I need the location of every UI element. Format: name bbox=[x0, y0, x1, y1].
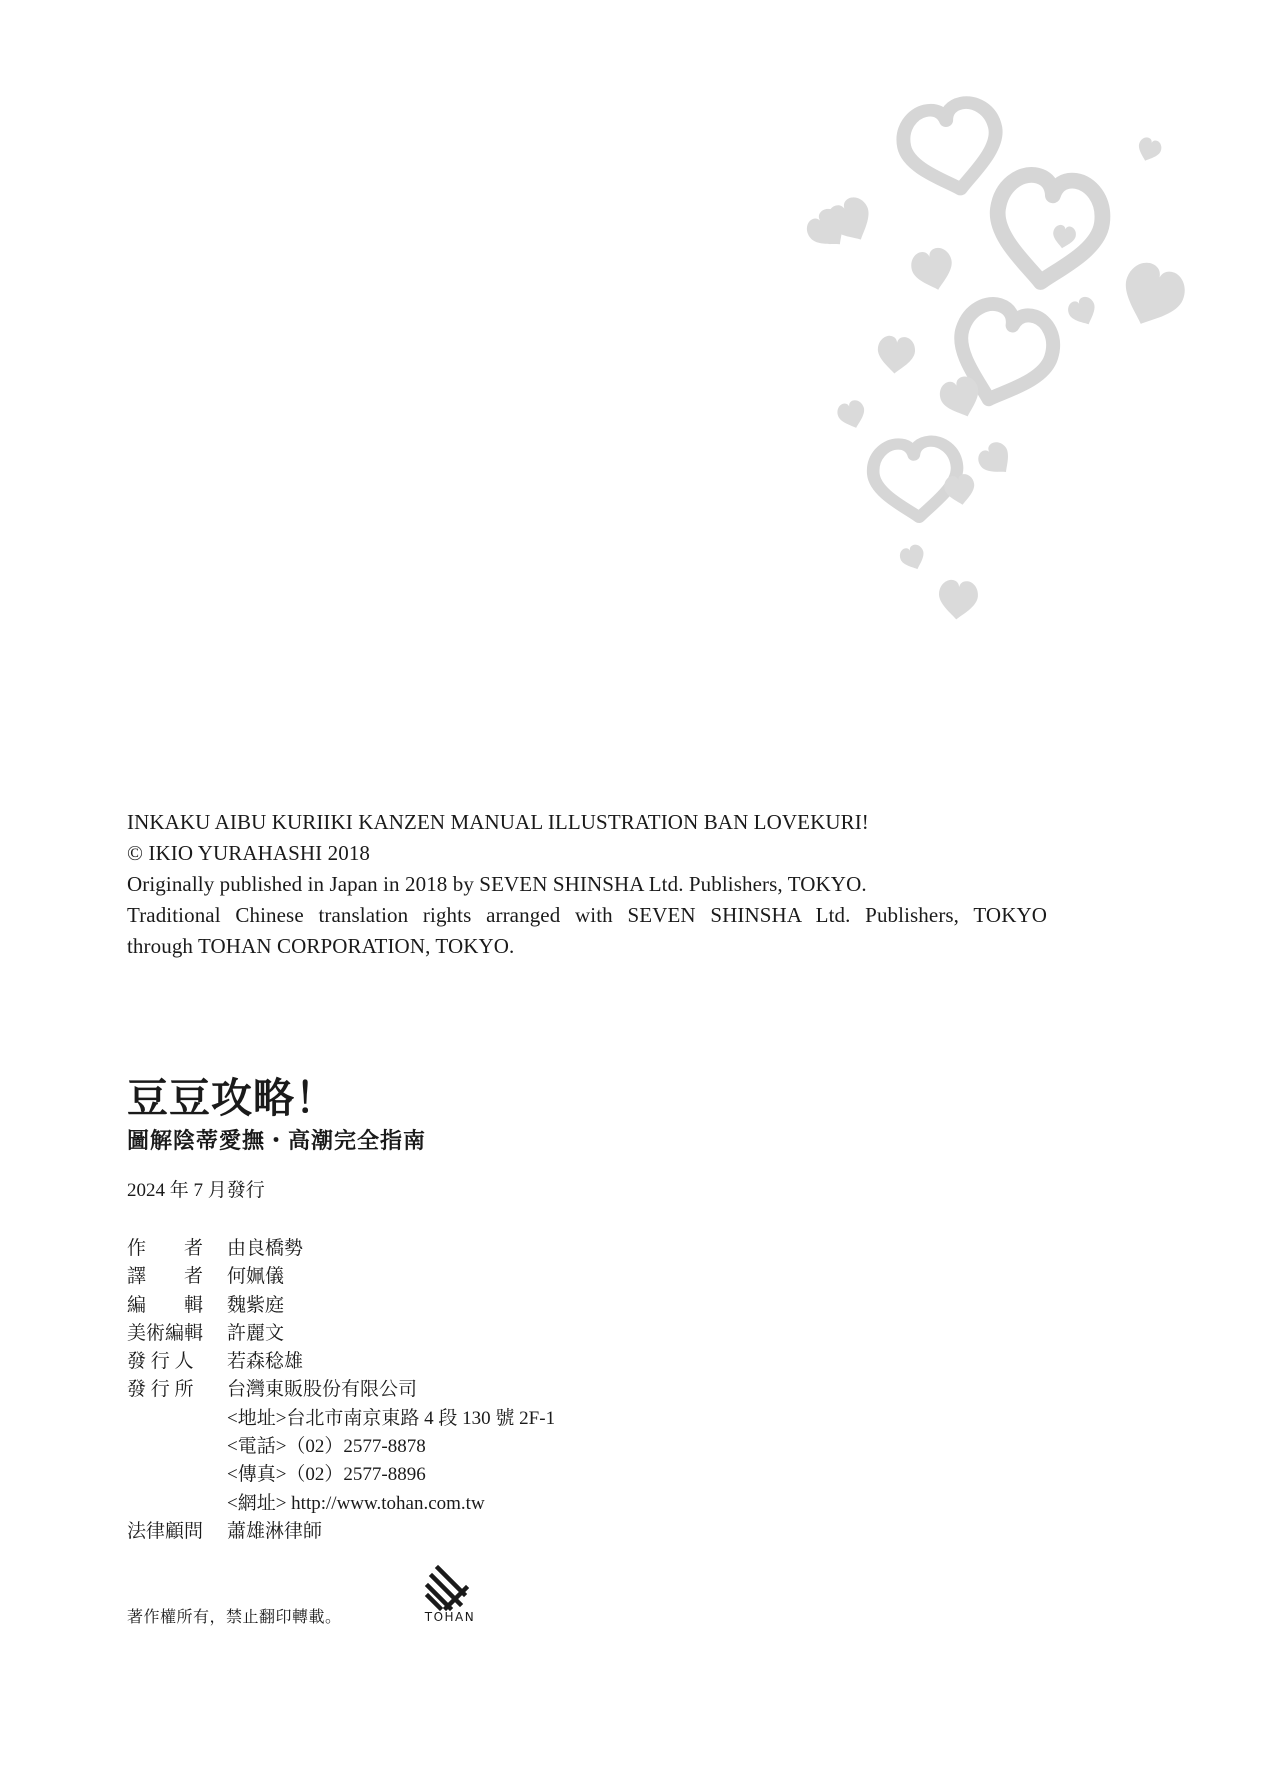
credit-value: 何姵儀 bbox=[227, 1266, 285, 1288]
tohan-logo-text: TOHAN bbox=[424, 1610, 476, 1624]
solid-heart bbox=[1065, 294, 1101, 330]
credit-label: 發 行 人 bbox=[127, 1351, 194, 1373]
credit-value: 台灣東販股份有限公司 bbox=[227, 1379, 418, 1401]
solid-heart bbox=[835, 398, 869, 432]
credit-label bbox=[127, 1405, 227, 1433]
credit-row-publisher bbox=[127, 1348, 555, 1376]
credit-row-author bbox=[127, 1235, 555, 1263]
copyright-original-publication: Originally published in Japan in 2018 by SEVEN SHINSHA Ltd. Publishers, TOKYO. bbox=[127, 872, 867, 896]
credit-value: <電話>（02）2577-8878 bbox=[227, 1436, 426, 1458]
rights-notice: 著作權所有，禁止翻印轉載。 bbox=[127, 1609, 342, 1626]
outline-heart bbox=[989, 171, 1108, 290]
copyright-notice: © IKIO YURAHASHI 2018 bbox=[127, 841, 371, 865]
solid-heart bbox=[974, 438, 1018, 482]
solid-heart bbox=[897, 542, 928, 573]
credit-value: 由良橋勢 bbox=[227, 1238, 304, 1259]
solid-heart bbox=[876, 335, 916, 375]
copyright-agency: through TOHAN CORPORATION, TOKYO. bbox=[127, 934, 515, 958]
credit-label: 譯 者 bbox=[127, 1266, 204, 1288]
credit-label bbox=[127, 1490, 227, 1518]
solid-heart bbox=[908, 245, 958, 295]
credit-row-translator bbox=[127, 1263, 555, 1291]
credit-row-website bbox=[127, 1490, 555, 1518]
credit-label: 法律顧問 bbox=[127, 1520, 204, 1542]
credit-value: <傳真>（02）2577-8896 bbox=[227, 1464, 426, 1486]
copyright-original-title: INKAKU AIBU KURIIKI KANZEN MANUAL ILLUSTRATION BAN LOVEKURI! bbox=[127, 810, 869, 834]
solid-heart bbox=[943, 473, 978, 508]
book-title: 豆豆攻略！ bbox=[127, 1074, 337, 1122]
credit-label: 發 行 所 bbox=[127, 1379, 194, 1401]
outline-heart bbox=[898, 97, 1006, 199]
credit-row-publishing-house bbox=[127, 1376, 555, 1404]
credit-row-phone bbox=[127, 1433, 555, 1461]
credit-value: 許麗文 bbox=[227, 1322, 285, 1344]
credits-list bbox=[127, 1235, 555, 1546]
credit-value: 魏紫庭 bbox=[227, 1294, 285, 1316]
credit-row-art-editor bbox=[127, 1320, 555, 1348]
credit-value: <地址>台北市南京東路 4 段 130 號 2F-1 bbox=[227, 1407, 556, 1429]
copyright-translation-rights: Traditional Chinese translation rights arranged with SEVEN SHINSHA Ltd. Publishers, TOKYO bbox=[127, 903, 1047, 927]
credit-label bbox=[127, 1461, 227, 1489]
credit-row-legal bbox=[127, 1518, 555, 1546]
solid-heart bbox=[1134, 135, 1163, 164]
credit-label: 美術編輯 bbox=[127, 1322, 204, 1344]
credit-value: 若森稔雄 bbox=[227, 1351, 304, 1373]
solid-heart bbox=[1051, 224, 1077, 250]
solid-heart bbox=[937, 579, 979, 621]
credit-row-editor bbox=[127, 1292, 555, 1320]
credit-label: 編 輯 bbox=[127, 1294, 204, 1316]
credit-label bbox=[127, 1433, 227, 1461]
book-subtitle: 圖解陰蒂愛撫・高潮完全指南 bbox=[127, 1129, 427, 1154]
copyright-block bbox=[127, 807, 1077, 962]
credit-label: 作 者 bbox=[127, 1238, 204, 1259]
publication-date: 2024 年 7 月發行 bbox=[127, 1180, 265, 1201]
credit-row-fax bbox=[127, 1461, 555, 1489]
solid-heart bbox=[1113, 257, 1191, 335]
credit-row-address bbox=[127, 1405, 555, 1433]
credit-value: <網址> http://www.tohan.com.tw bbox=[227, 1492, 485, 1514]
credit-value: 蕭雄淋律師 bbox=[227, 1520, 323, 1542]
